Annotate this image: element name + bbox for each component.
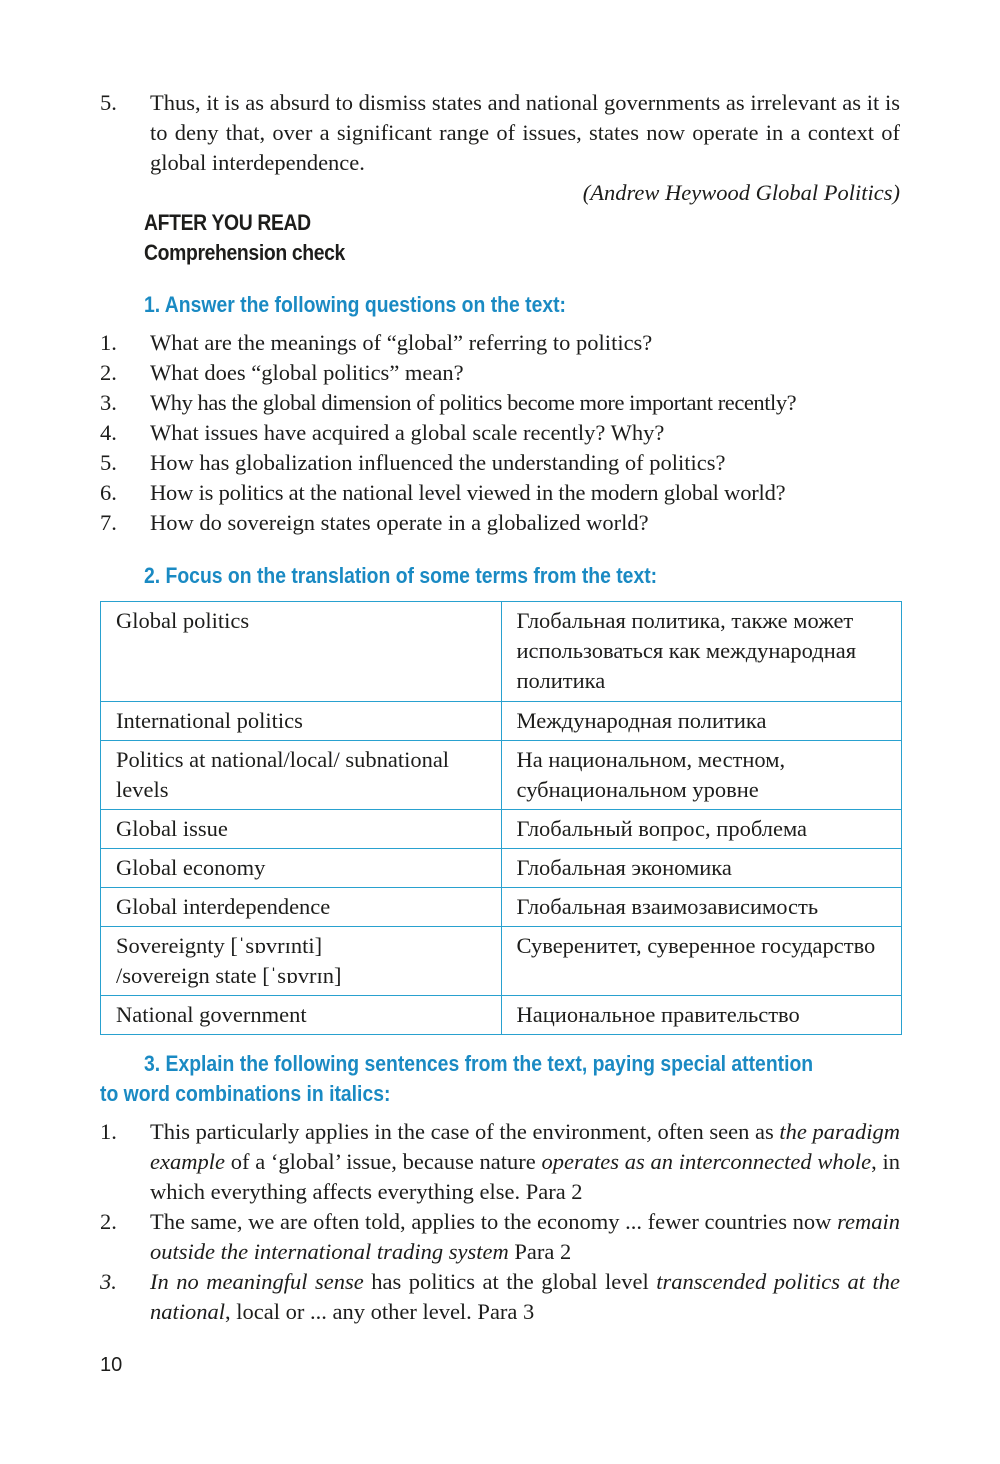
- term-english: Global economy: [101, 849, 502, 888]
- task2-title: 2. Focus on the translation of some terms from the text:: [144, 563, 658, 588]
- table-row: [101, 927, 902, 996]
- intro-item-text: Thus, it is as absurd to dismiss states and national governments as irrelevant as it is to deny that, over a significant range of issues, states now operate in a context of global interdependence.: [150, 90, 900, 175]
- term-english: Global politics: [101, 602, 502, 702]
- question-text: How do sovereign states operate in a globalized world?: [150, 510, 649, 535]
- sentence-number: 1.: [100, 1119, 117, 1144]
- question-text: What are the meanings of “global” referring to politics?: [150, 330, 653, 355]
- italic-phrase: remain outside the international trading system: [150, 1209, 900, 1264]
- question-item: [100, 388, 900, 418]
- question-item: [100, 478, 900, 508]
- question-number: 3.: [100, 390, 117, 415]
- term-russian: Глобальная взаимозависимость: [501, 888, 902, 927]
- sentence-item: [100, 1207, 900, 1267]
- question-text: What does “global politics” mean?: [150, 360, 464, 385]
- question-number: 6.: [100, 480, 117, 505]
- task1-title: 1. Answer the following questions on the text:: [144, 292, 567, 317]
- sentence-number: 2.: [100, 1209, 117, 1234]
- question-number: 4.: [100, 420, 117, 445]
- terms-table: [100, 601, 902, 1035]
- question-item: [100, 448, 900, 478]
- term-russian: Глобальный вопрос, проблема: [501, 810, 902, 849]
- term-english: International politics: [101, 702, 502, 741]
- term-russian: На национальном, местном, субнациональном уровне: [501, 741, 902, 810]
- comprehension-check-heading: Comprehension check: [144, 240, 345, 265]
- question-text: Why has the global dimension of politics become more important recently?: [150, 390, 797, 415]
- term-english: Sovereignty [ˈsɒvrɪnti] /sovereign state [ˈsɒvrɪn]: [101, 927, 502, 996]
- italic-phrase: In no meaningful sense: [150, 1269, 364, 1294]
- question-item: [100, 508, 900, 538]
- italic-phrase: transcended politics at the national: [150, 1269, 900, 1324]
- term-english: Politics at national/local/ subnational levels: [101, 741, 502, 810]
- page-number: 10: [100, 1354, 123, 1376]
- table-row: [101, 888, 902, 927]
- source-citation: (Andrew Heywood Global Politics): [582, 180, 900, 205]
- term-russian: Национальное правительство: [501, 996, 902, 1035]
- italic-phrase: operates as an interconnected whole: [541, 1149, 872, 1174]
- term-russian: Глобальная экономика: [501, 849, 902, 888]
- sentence-text: The same, we are often told, applies to the economy ... fewer countries now remain outside the international trading system Para 2: [150, 1209, 900, 1264]
- question-item: [100, 418, 900, 448]
- term-english: Global interdependence: [101, 888, 502, 927]
- table-row: [101, 849, 902, 888]
- question-text: How is politics at the national level viewed in the modern global world?: [150, 480, 786, 505]
- table-row: [101, 741, 902, 810]
- sentence-text: This particularly applies in the case of the environment, often seen as the paradigm example of a ‘global’ issue, because nature operates as an interconnected whole, in which everything affects everything else. Para 2: [150, 1119, 900, 1204]
- term-russian: Международная политика: [501, 702, 902, 741]
- table-row: [101, 810, 902, 849]
- table-row: [101, 702, 902, 741]
- after-you-read-heading: AFTER YOU READ: [144, 210, 311, 235]
- question-number: 2.: [100, 360, 117, 385]
- sentence-number: 3.: [100, 1269, 117, 1294]
- term-russian: Глобальная политика, также может использоваться как международная политика: [501, 602, 902, 702]
- question-number: 7.: [100, 510, 117, 535]
- question-item: [100, 358, 900, 388]
- term-english: National government: [101, 996, 502, 1035]
- intro-list-item: [100, 88, 900, 178]
- question-number: 5.: [100, 450, 117, 475]
- task3-title-line1: 3. Explain the following sentences from the text, paying special attention: [144, 1051, 814, 1076]
- sentence-text: In no meaningful sense has politics at the global level transcended politics at the national, local or ... any other level. Para 3: [150, 1269, 900, 1324]
- question-number: 1.: [100, 330, 117, 355]
- question-text: How has globalization influenced the understanding of politics?: [150, 450, 726, 475]
- term-russian: Суверенитет, суверенное государство: [501, 927, 902, 996]
- table-row: [101, 996, 902, 1035]
- italic-phrase: the paradigm example: [150, 1119, 900, 1174]
- table-row: [101, 602, 902, 702]
- task3-title-line2: to word combinations in italics:: [100, 1081, 391, 1106]
- term-english: Global issue: [101, 810, 502, 849]
- question-text: What issues have acquired a global scale recently? Why?: [150, 420, 665, 445]
- sentence-item: [100, 1267, 900, 1327]
- sentence-item: [100, 1117, 900, 1207]
- question-item: [100, 328, 900, 358]
- intro-item-number: 5.: [100, 90, 117, 115]
